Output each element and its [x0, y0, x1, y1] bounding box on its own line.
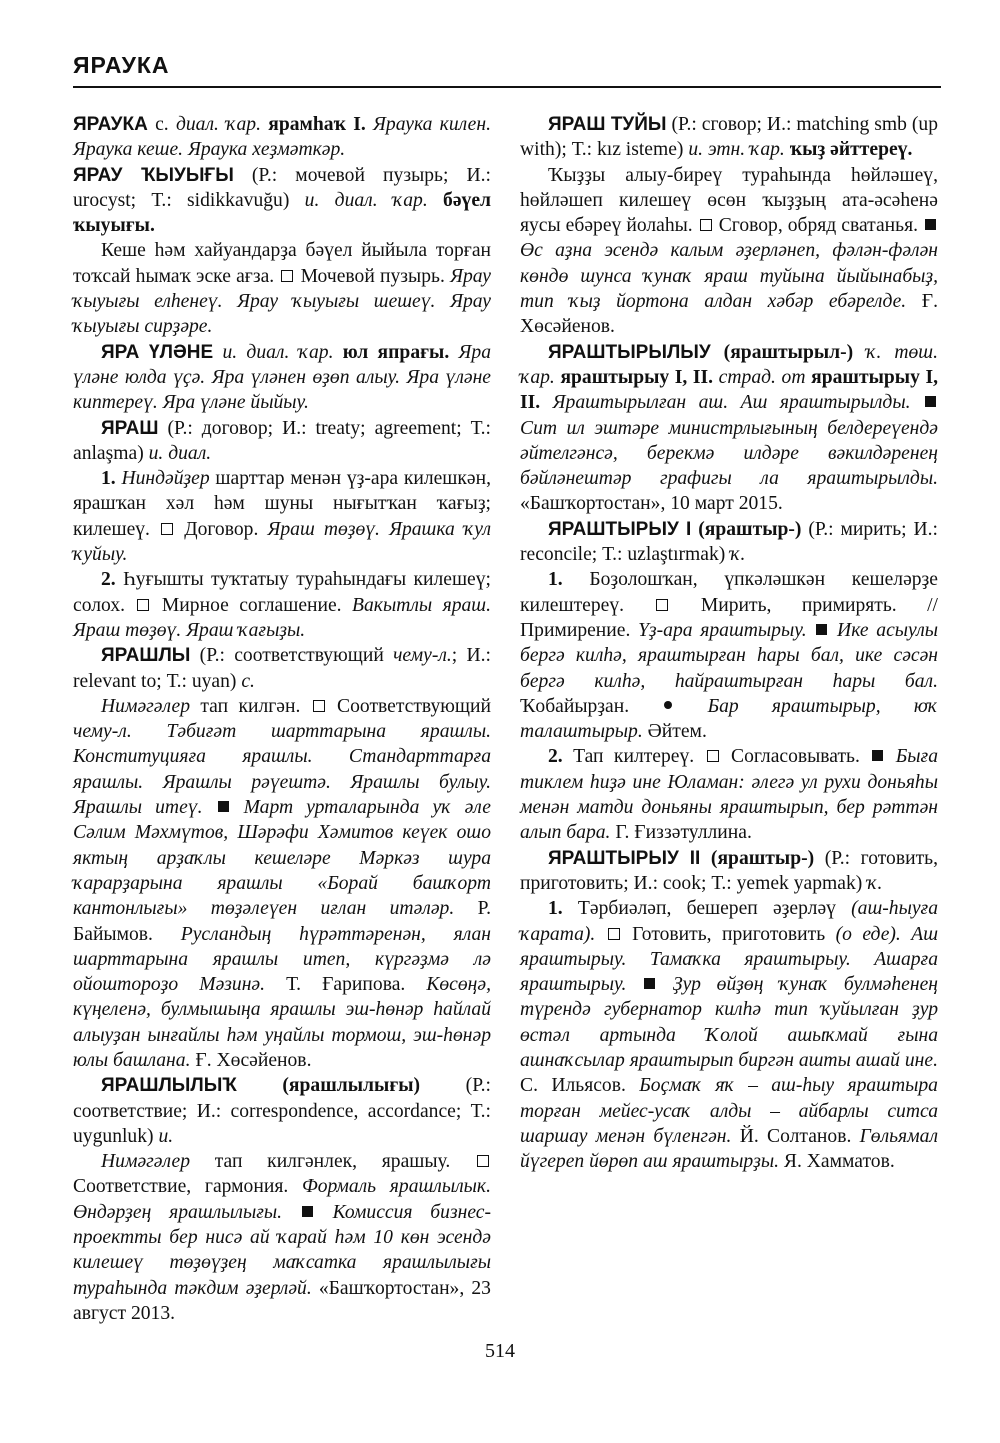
italic-text: (аш-һыуға ҡарата). — [520, 898, 938, 945]
headword: ЯРАШТЫРЫУ II — [548, 847, 701, 869]
entry-paragraph — [73, 340, 491, 416]
dictionary-entry-yarashtyrylyu — [520, 340, 938, 517]
text-run: (Р.: сговор; И.: matching smb (up with); Т.: kız isteme) — [520, 114, 939, 161]
text-run: Согласовывать. — [720, 746, 871, 768]
open-square-icon — [161, 523, 173, 535]
text-run: Мирить, примирять. // Примирение. — [520, 594, 939, 641]
bold-text: ярамһаҡ I. — [268, 114, 366, 135]
bold-text: 2. — [548, 746, 563, 768]
text-run: Соответствие, гармония. — [73, 1176, 302, 1198]
open-square-icon — [137, 599, 149, 611]
italic-text: и. — [158, 1125, 174, 1147]
bold-text: 1. — [548, 569, 563, 591]
italic-text: с. — [241, 670, 255, 692]
page-number: 514 — [485, 1340, 515, 1362]
text-run: «Башҡортостан», 23 август 2013. — [73, 1277, 491, 1324]
text-run — [807, 620, 815, 641]
text-run — [428, 190, 443, 211]
text-run: (Р.: договор; И.: treaty; agreement; Т.: anlaşma) — [73, 417, 491, 464]
text-run: Сговор, обряд сватанья. — [713, 215, 923, 237]
open-square-icon — [700, 219, 712, 231]
italic-text: Көсөңә, күңеленә, булмышыңа ярашлы эш-һөнәр һайлай алыуҙан ынғайлы һәм уңайлы тормош, эш-һөнәр юлы башлана. — [73, 974, 491, 1071]
text-run: Т. Ғарипова. — [265, 974, 427, 996]
bullet-dot-icon — [664, 701, 672, 709]
running-header-title: ЯРАУКА — [73, 52, 170, 78]
bold-text: яраштырыу I, II. — [520, 366, 938, 414]
text-run: Соответствующий — [326, 695, 491, 717]
text-run: Тап килтереү. — [562, 746, 705, 768]
italic-text: Бар яраштырыр, юҡ талаштырыр. — [520, 695, 938, 743]
headword: ЯРАУКА — [73, 114, 148, 135]
bold-text: ҡыҙ әйттереү. — [789, 139, 913, 161]
open-square-icon — [281, 270, 293, 282]
italic-text: Комиссия бизнес-проектты бер нисә ай ҡарай һәм 10 көн эсендә килешеү төҙөүҙең маҡсатка ярашлылығы тураһында тәкдим әҙерләй. — [73, 1201, 491, 1299]
text-run: ; И.: relevant to; Т.: uyan) — [73, 645, 491, 692]
running-header — [73, 52, 941, 79]
italic-text: страд. — [718, 366, 776, 388]
italic-text: Гөльямал йүгереп йөрөп аш яраштырҙы. — [520, 1125, 939, 1173]
italic-text: Русландың һүрәттәренән, ялан шарттарына ярашлы итеп, күргәҙмә лә ойоштороҙо Мәзинә. — [73, 923, 491, 996]
text-run: Й. Солтанов. — [731, 1125, 860, 1147]
italic-text: Ике асыулы бергә килһә, яраштырған һары бал, ике сәсән бергә килһә, һайраштырған һары бал. — [520, 619, 939, 692]
text-run — [626, 974, 642, 995]
bold-text: (яраштыр-) — [710, 847, 815, 869]
text-run: (Р.: соответствие; И.: correspondence, accordance; Т.: uygunluk) — [73, 1075, 491, 1147]
text-run — [449, 342, 458, 363]
text-run — [333, 342, 342, 363]
italic-text: от — [781, 366, 806, 388]
text-run: Һуғышты туҡтатыу тураһындағы килешеү; солох. — [73, 569, 491, 616]
entry-paragraph — [520, 846, 938, 897]
header-rule — [73, 86, 941, 88]
text-run: тап килгәнлек, ярашыу. — [190, 1151, 475, 1173]
headword: ЯРАУ ҠЫУЫҒЫ — [73, 164, 234, 186]
text-run: Ғ. Хөсәйенов. — [190, 1049, 312, 1071]
open-square-icon — [313, 700, 325, 712]
left-column — [73, 112, 491, 1326]
headword: ЯРАШТЫРЫУ I — [548, 518, 692, 540]
text-run: с. — [147, 114, 176, 135]
filled-square-icon — [302, 1206, 313, 1217]
text-run: тап килгән. — [190, 695, 311, 717]
filled-square-icon — [925, 219, 936, 230]
dictionary-entry-yarash-tuyy — [520, 112, 938, 340]
entry-paragraph — [520, 163, 938, 340]
italic-text: Яраука килен. Яраука кеше. Яраука хеҙмәткәр. — [73, 114, 491, 161]
entry-paragraph — [73, 643, 491, 694]
text-run: (Р.: мочевой пузырь; И.: urocyst; Т.: sidikkavuğu) — [73, 164, 491, 211]
text-run — [711, 342, 724, 363]
italic-text: Үҙ-ара яраштырыу. — [638, 619, 807, 641]
bold-text: (яраштырыл-) — [723, 341, 854, 363]
italic-text: Март урталарында уҡ әле Сәлим Мәхмүтов, Шәрәфи Хәмитов кеүек ошо яктың арҙаҡлы кешеләре Мәркәз шура ҡарарҙарына ярашлы «Борай башҡорт кантонлығы» төҙәлеүен иғлан итәләр. — [73, 797, 491, 920]
text-run — [540, 392, 553, 413]
italic-text: (о еде). Аш яраштырыу. Тамаҡка яраштырыу. Ашарға яраштырыу. — [520, 923, 938, 996]
italic-text: и. этн. ҡар. — [688, 139, 785, 161]
entry-paragraph — [73, 416, 491, 467]
entry-paragraph — [73, 694, 491, 1073]
text-run: (Р.: соответствующий — [190, 645, 394, 667]
entry-paragraph — [73, 567, 491, 643]
italic-text: Быға тиклем һиҙә ине Юламан: әлегә ул рухи доньяһы менән матди доньяны яраштырып, бер рәттән алып бара. — [520, 746, 938, 844]
text-run: Готовить, приготовить — [621, 923, 836, 945]
italic-text: Ниндәйҙер — [121, 468, 210, 490]
text-run — [885, 746, 895, 767]
headword: ЯРА ҮЛӘНЕ — [101, 341, 214, 363]
headword: ЯРАШЛЫ — [101, 645, 191, 667]
bold-text: 1. — [101, 468, 116, 490]
text-run: Тәрбиәләп, бешереп әҙерләү — [562, 898, 852, 920]
text-run — [911, 392, 924, 413]
bold-text: (яраштыр-) — [698, 518, 802, 540]
italic-text: ҡ. төш. ҡар. — [520, 341, 938, 388]
dictionary-entry-yarashtyryu-2 — [520, 846, 938, 1175]
text-run — [829, 620, 837, 641]
text-run: шарттар менән үҙ-ара килешкән, ярашҡан хәл һәм шуны нығытҡан ҡағыҙ; килешеү. — [73, 468, 491, 540]
dictionary-entry-yarashtyryu-1 — [520, 517, 938, 846]
bold-text: бәүел ҡыуығы. — [73, 189, 492, 237]
filled-square-icon — [925, 396, 936, 407]
open-square-icon — [656, 599, 668, 611]
headword: ЯРАШТЫРЫЛЫУ — [548, 341, 711, 363]
italic-text: Яра үләне юлда үҫә. Яра үләнен өҙөп алыу. Яра үләне киптереү. Яра үләне йыйыу. — [73, 341, 492, 414]
dictionary-entry-yarauka — [73, 112, 491, 163]
italic-text: Сит ил эштәре министрлығының белдереүендә әйтелгәнсә, берекмә илдәре вәкилдәренең бәйләнештәр графигы ла яраштырылды. — [520, 417, 938, 490]
open-square-icon — [608, 928, 620, 940]
text-run: Әйтем. — [642, 721, 707, 743]
entry-paragraph — [73, 466, 491, 567]
bold-text: юл япрағы. — [342, 341, 450, 363]
italic-text: Формаль ярашлылык. Өндәрҙең ярашлылығы. — [73, 1176, 491, 1223]
entry-paragraph — [520, 744, 938, 845]
text-run: Договор. — [175, 518, 268, 540]
open-square-icon — [477, 1155, 489, 1167]
entry-paragraph — [73, 112, 491, 163]
dictionary-entry-yarash — [73, 416, 491, 644]
dictionary-entry-yarashlylyk — [73, 1073, 491, 1326]
italic-text: и. диал. ҡар. — [222, 341, 334, 363]
italic-text: и. диал. — [148, 442, 212, 464]
entry-paragraph — [520, 517, 938, 568]
headword: ЯРАШ ТУЙЫ — [548, 114, 667, 135]
italic-text: ҡ. — [730, 544, 746, 566]
text-run: С. Ильясов. — [520, 1075, 640, 1097]
filled-square-icon — [816, 624, 827, 635]
italic-text: Нимәгәлер — [101, 695, 191, 717]
text-run: Боҙолошҡан, үпкәләшкән кешеләрҙе килештереү. — [520, 569, 938, 616]
text-run — [700, 848, 711, 869]
filled-square-icon — [218, 801, 229, 812]
italic-text: диал. ҡар. — [175, 114, 261, 135]
bold-text: 1. — [548, 898, 563, 920]
bold-text: яраштырыу I, II. — [560, 366, 714, 388]
text-run — [202, 797, 215, 818]
text-run: Ғ. Хөсәйенов. — [520, 291, 939, 338]
entry-paragraph — [520, 112, 938, 163]
entry-paragraph — [73, 238, 491, 339]
dictionary-entry-yarashly — [73, 643, 491, 1073]
filled-square-icon — [872, 750, 883, 761]
italic-text: Ҙур өйҙөң ҡунаҡ булмәһенең түрендә губернатор килһә тип ҡуйылған ҙур өстәл артында Ҡолой ашыҡмай ғына ашнаҡсылар яраштырып биргән ашты ашай ине. — [520, 974, 938, 1071]
filled-square-icon — [644, 978, 655, 989]
italic-text: Өс аҙна эсендә калым әҙерләнеп, фәлән-фәлән көндө шунса ҡунаҡ яраш туйына йыйынабыҙ, тип ҡыҙ йортона алдан хәбәр ебәрелде. — [520, 240, 938, 313]
text-run — [282, 1202, 300, 1223]
text-run — [853, 342, 866, 363]
text-run: (Р.: готовить, приготовить; И.: cook; Т.: yemek yapmak) — [520, 847, 938, 894]
text-run — [657, 974, 673, 995]
entry-paragraph — [520, 896, 938, 1174]
italic-text: Ярау ҡыуығы елһенеү. Ярау ҡыуығы шешеү. Ярау ҡыуығы сирҙәре. — [73, 265, 491, 338]
italic-text: Нимәгәлер — [101, 1151, 191, 1173]
italic-text: Вакытлы яраш. Яраш төҙөү. Яраш ҡағыҙы. — [73, 594, 491, 641]
italic-text: и. диал. ҡар. — [304, 189, 428, 211]
right-column — [520, 112, 938, 1174]
entry-paragraph — [520, 340, 938, 517]
italic-text: Боҫмаҡ яҡ – аш-һыу яраштыра торған мейес-усаҡ алды – айбарлы ситса шаршау менән бүленгән. — [520, 1075, 938, 1147]
text-run: Мочевой пузырь. — [295, 265, 451, 287]
text-run: «Башҡортостан», 10 март 2015. — [520, 493, 783, 515]
text-run: (Р.: мирить; И.: reconcile; Т.: uzlaştırmak) — [520, 518, 938, 566]
bold-text: (ярашлылығы) — [282, 1075, 421, 1097]
text-run: Ҡобайырҙан. — [520, 695, 663, 717]
text-run — [237, 1075, 283, 1096]
headword: ЯРАШ — [101, 417, 159, 439]
italic-text: Яраш төҙөү. Ярашка ҡул ҡуйыу. — [73, 518, 492, 566]
text-run — [315, 1202, 333, 1223]
entry-paragraph — [73, 163, 491, 239]
italic-text: ҡ. — [867, 872, 883, 894]
bold-text: 2. — [101, 569, 116, 591]
text-run: Р. Байымов. — [73, 898, 491, 945]
italic-text: Яраштырылған аш. Аш яраштырылды. — [552, 392, 911, 414]
text-run — [366, 114, 373, 135]
entry-paragraph — [73, 1149, 491, 1326]
text-run: Кеше һәм хайуандарҙа бәүел йыйыла торған тоҡсай һымаҡ эске ағза. — [73, 240, 491, 287]
italic-text: чему-л. Тәбиғәт шарттарына ярашлы. Конституцияға ярашлы. Стандарттарға ярашлы. Ярашлы рәүештә. Ярашлы булыу. Ярашлы итеү. — [73, 721, 491, 819]
headword: ЯРАШЛЫЛЫҠ — [101, 1075, 237, 1097]
text-run — [674, 696, 707, 717]
entry-paragraph — [73, 1073, 491, 1149]
text-run: Г. Ғиззәтуллина. — [610, 822, 752, 844]
open-square-icon — [707, 750, 719, 762]
text-run: Ҡыҙҙы алыу-биреү тураһында һөйләшеү, һөйләшеп килешеү өсөн ҡыҙҙың ата-әсәһенә яусы ебәреү йолаһы. — [520, 164, 938, 237]
text-run: Я. Хамматов. — [779, 1151, 895, 1173]
entry-paragraph — [520, 567, 938, 744]
text-run — [231, 797, 244, 818]
text-run: Мирное соглашение. — [151, 594, 353, 616]
dictionary-entry-yarau-kyuyygy — [73, 163, 491, 340]
italic-text: чему-л. — [393, 645, 452, 667]
text-run — [595, 924, 605, 945]
dictionary-entry-yara-ulene — [73, 340, 491, 416]
